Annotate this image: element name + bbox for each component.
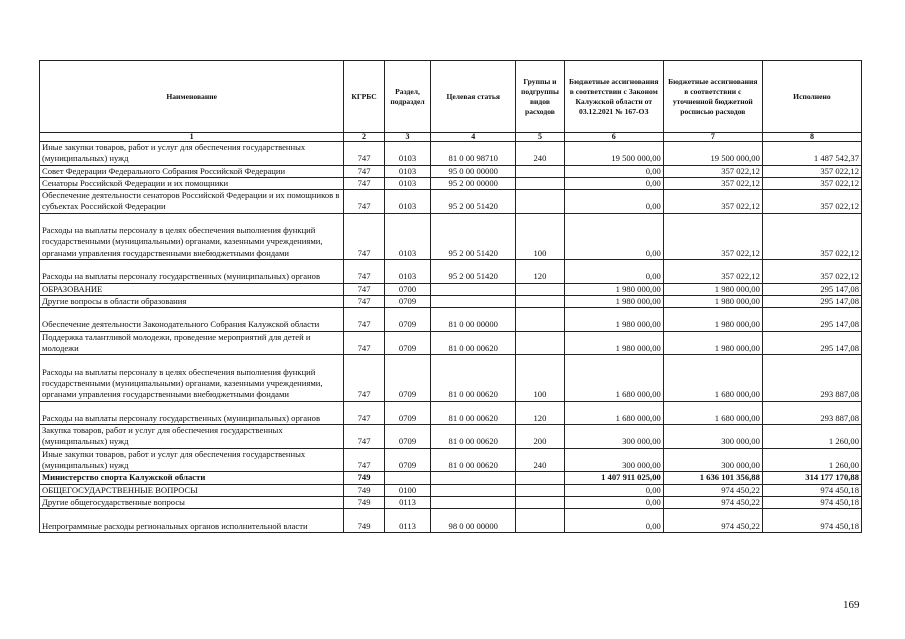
table-row: [40, 472, 862, 484]
row-executed: 357 022,12: [762, 177, 861, 189]
row-expense-group: 100: [516, 213, 565, 259]
row-executed: 314 177 170,88: [762, 472, 861, 484]
col-number: 4: [431, 133, 516, 142]
table-row: [40, 331, 862, 355]
table-row: [40, 190, 862, 214]
row-law-allocation: 1 980 000,00: [564, 283, 663, 295]
table-row: [40, 484, 862, 496]
row-refined-allocation: 357 022,12: [663, 190, 762, 214]
table-body: [40, 142, 862, 533]
row-refined-allocation: 300 000,00: [663, 425, 762, 449]
row-executed: 974 450,18: [762, 496, 861, 508]
row-name: ОБЩЕГОСУДАРСТВЕННЫЕ ВОПРОСЫ: [40, 484, 344, 496]
row-law-allocation: 0,00: [564, 213, 663, 259]
row-section: 0103: [384, 213, 431, 259]
row-law-allocation: 0,00: [564, 177, 663, 189]
row-law-allocation: 1 980 000,00: [564, 295, 663, 307]
row-expense-group: [516, 190, 565, 214]
row-name: Расходы на выплаты персоналу государственных (муниципальных) органов: [40, 401, 344, 425]
header-refined-allocations: Бюджетные ассигнования в соответствии с уточненной бюджетной росписью расходов: [663, 61, 762, 133]
table-row: [40, 509, 862, 533]
table-row: [40, 213, 862, 259]
row-target-article: 81 0 00 00620: [431, 331, 516, 355]
row-target-article: 95 0 00 00000: [431, 165, 516, 177]
row-target-article: 81 0 00 00620: [431, 425, 516, 449]
row-name: Расходы на выплаты персоналу государственных (муниципальных) органов: [40, 259, 344, 283]
row-target-article: 98 0 00 00000: [431, 509, 516, 533]
row-law-allocation: 0,00: [564, 190, 663, 214]
row-target-article: 95 2 00 51420: [431, 213, 516, 259]
row-name: Непрограммные расходы региональных органов исполнительной власти: [40, 509, 344, 533]
header-section: Раздел, подраздел: [384, 61, 431, 133]
row-section: 0709: [384, 401, 431, 425]
row-executed: 295 147,08: [762, 283, 861, 295]
row-expense-group: 200: [516, 425, 565, 449]
row-law-allocation: 0,00: [564, 509, 663, 533]
row-law-allocation: 1 680 000,00: [564, 401, 663, 425]
row-name: ОБРАЗОВАНИЕ: [40, 283, 344, 295]
row-kgrbs: 747: [344, 142, 384, 166]
row-expense-group: [516, 472, 565, 484]
row-target-article: [431, 496, 516, 508]
row-kgrbs: 749: [344, 484, 384, 496]
header-article: Целевая статья: [431, 61, 516, 133]
table-row: [40, 355, 862, 401]
row-section: 0709: [384, 331, 431, 355]
row-target-article: 81 0 00 00620: [431, 448, 516, 472]
row-name: Обеспечение деятельности Законодательного Собрания Калужской области: [40, 308, 344, 332]
table-row: [40, 308, 862, 332]
row-executed: 357 022,12: [762, 213, 861, 259]
row-target-article: 81 0 00 98710: [431, 142, 516, 166]
table-row: [40, 496, 862, 508]
row-law-allocation: 0,00: [564, 484, 663, 496]
header-executed: Исполнено: [762, 61, 861, 133]
col-number: 6: [564, 133, 663, 142]
row-refined-allocation: 1 680 000,00: [663, 401, 762, 425]
row-executed: 974 450,18: [762, 509, 861, 533]
row-expense-group: 120: [516, 259, 565, 283]
row-kgrbs: 747: [344, 448, 384, 472]
row-expense-group: [516, 496, 565, 508]
row-target-article: [431, 283, 516, 295]
row-expense-group: [516, 295, 565, 307]
row-section: 0103: [384, 190, 431, 214]
row-name: Другие вопросы в области образования: [40, 295, 344, 307]
row-target-article: 95 2 00 51420: [431, 190, 516, 214]
row-executed: 357 022,12: [762, 165, 861, 177]
row-executed: 1 260,00: [762, 425, 861, 449]
row-law-allocation: 19 500 000,00: [564, 142, 663, 166]
header-name: Наименование: [40, 61, 344, 133]
row-executed: 1 487 542,37: [762, 142, 861, 166]
col-number: 5: [516, 133, 565, 142]
col-number: 3: [384, 133, 431, 142]
row-name: Министерство спорта Калужской области: [40, 472, 344, 484]
row-refined-allocation: 357 022,12: [663, 259, 762, 283]
row-refined-allocation: 1 980 000,00: [663, 283, 762, 295]
row-law-allocation: 1 680 000,00: [564, 355, 663, 401]
row-section: 0113: [384, 496, 431, 508]
row-section: 0103: [384, 259, 431, 283]
row-expense-group: [516, 177, 565, 189]
table-row: [40, 425, 862, 449]
row-refined-allocation: 300 000,00: [663, 448, 762, 472]
row-kgrbs: 747: [344, 165, 384, 177]
row-name: Поддержка талантливой молодежи, проведение мероприятий для детей и молодежи: [40, 331, 344, 355]
row-executed: 295 147,08: [762, 331, 861, 355]
row-executed: 974 450,18: [762, 484, 861, 496]
row-expense-group: [516, 331, 565, 355]
row-refined-allocation: 1 980 000,00: [663, 295, 762, 307]
row-executed: 357 022,12: [762, 190, 861, 214]
row-law-allocation: 0,00: [564, 259, 663, 283]
row-name: Расходы на выплаты персоналу в целях обеспечения выполнения функций государственными (муниципальными) органами, казенными учреждениями, органами управления государственными внебюджетными фондами: [40, 355, 344, 401]
row-kgrbs: 747: [344, 401, 384, 425]
row-section: 0103: [384, 165, 431, 177]
row-target-article: 95 2 00 00000: [431, 177, 516, 189]
row-executed: 295 147,08: [762, 308, 861, 332]
row-target-article: 81 0 00 00620: [431, 401, 516, 425]
table-row: [40, 295, 862, 307]
row-kgrbs: 747: [344, 283, 384, 295]
row-name: Расходы на выплаты персоналу в целях обеспечения выполнения функций государственными (муниципальными) органами, казенными учреждениями, органами управления государственными внебюджетными фондами: [40, 213, 344, 259]
budget-table: [39, 60, 862, 533]
row-kgrbs: 749: [344, 496, 384, 508]
table-row: [40, 283, 862, 295]
row-executed: 293 887,08: [762, 401, 861, 425]
row-section: 0709: [384, 448, 431, 472]
row-expense-group: 100: [516, 355, 565, 401]
row-name: Иные закупки товаров, работ и услуг для обеспечения государственных (муниципальных) нужд: [40, 142, 344, 166]
row-name: Обеспечение деятельности сенаторов Российской Федерации и их помощников в субъектах Российской Федерации: [40, 190, 344, 214]
row-law-allocation: 1 980 000,00: [564, 331, 663, 355]
row-kgrbs: 747: [344, 331, 384, 355]
row-expense-group: [516, 165, 565, 177]
table-row: [40, 401, 862, 425]
row-name: Закупка товаров, работ и услуг для обеспечения государственных (муниципальных) нужд: [40, 425, 344, 449]
row-law-allocation: 0,00: [564, 496, 663, 508]
table-row: [40, 177, 862, 189]
row-kgrbs: 747: [344, 355, 384, 401]
col-number: 7: [663, 133, 762, 142]
row-executed: 295 147,08: [762, 295, 861, 307]
row-name: Другие общегосударственные вопросы: [40, 496, 344, 508]
row-kgrbs: 747: [344, 425, 384, 449]
row-section: 0709: [384, 425, 431, 449]
row-kgrbs: 747: [344, 213, 384, 259]
row-refined-allocation: 357 022,12: [663, 177, 762, 189]
table-row: [40, 165, 862, 177]
row-kgrbs: 747: [344, 190, 384, 214]
row-refined-allocation: 1 980 000,00: [663, 331, 762, 355]
row-kgrbs: 747: [344, 177, 384, 189]
row-section: 0103: [384, 142, 431, 166]
row-law-allocation: 300 000,00: [564, 425, 663, 449]
row-section: [384, 472, 431, 484]
row-refined-allocation: 1 680 000,00: [663, 355, 762, 401]
row-expense-group: 120: [516, 401, 565, 425]
header-law-allocations: Бюджетные ассигнования в соответствии с Законом Калужской области от 03.12.2021 № 167-ОЗ: [564, 61, 663, 133]
row-section: 0103: [384, 177, 431, 189]
row-executed: 1 260,00: [762, 448, 861, 472]
row-refined-allocation: 357 022,12: [663, 213, 762, 259]
table-row: [40, 448, 862, 472]
row-section: 0700: [384, 283, 431, 295]
row-section: 0100: [384, 484, 431, 496]
row-refined-allocation: 19 500 000,00: [663, 142, 762, 166]
row-refined-allocation: 974 450,22: [663, 509, 762, 533]
col-number: 2: [344, 133, 384, 142]
row-law-allocation: 1 980 000,00: [564, 308, 663, 332]
row-kgrbs: 747: [344, 308, 384, 332]
row-kgrbs: 747: [344, 259, 384, 283]
row-refined-allocation: 1 636 101 356,88: [663, 472, 762, 484]
header-groups: Группы и подгруппы видов расходов: [516, 61, 565, 133]
col-number: 8: [762, 133, 861, 142]
row-expense-group: [516, 308, 565, 332]
row-name: Совет Федерации Федерального Собрания Российской Федерации: [40, 165, 344, 177]
table-row: [40, 142, 862, 166]
row-target-article: [431, 295, 516, 307]
row-target-article: [431, 472, 516, 484]
row-law-allocation: 0,00: [564, 165, 663, 177]
row-refined-allocation: 1 980 000,00: [663, 308, 762, 332]
row-target-article: [431, 484, 516, 496]
row-law-allocation: 300 000,00: [564, 448, 663, 472]
row-section: 0113: [384, 509, 431, 533]
row-section: 0709: [384, 308, 431, 332]
row-target-article: 81 0 00 00620: [431, 355, 516, 401]
row-expense-group: [516, 484, 565, 496]
row-section: 0709: [384, 355, 431, 401]
row-expense-group: 240: [516, 142, 565, 166]
row-name: Сенаторы Российской Федерации и их помощники: [40, 177, 344, 189]
row-section: 0709: [384, 295, 431, 307]
row-refined-allocation: 974 450,22: [663, 484, 762, 496]
col-number: 1: [40, 133, 344, 142]
row-kgrbs: 747: [344, 295, 384, 307]
column-number-row: [40, 133, 862, 142]
table-header-row: [40, 61, 862, 133]
row-law-allocation: 1 407 911 025,00: [564, 472, 663, 484]
row-kgrbs: 749: [344, 472, 384, 484]
row-refined-allocation: 974 450,22: [663, 496, 762, 508]
row-executed: 293 887,08: [762, 355, 861, 401]
row-expense-group: 240: [516, 448, 565, 472]
row-executed: 357 022,12: [762, 259, 861, 283]
row-refined-allocation: 357 022,12: [663, 165, 762, 177]
row-target-article: 81 0 00 00000: [431, 308, 516, 332]
row-kgrbs: 749: [344, 509, 384, 533]
row-target-article: 95 2 00 51420: [431, 259, 516, 283]
header-kgrbs: КГРБС: [344, 61, 384, 133]
table-row: [40, 259, 862, 283]
page-number: 169: [843, 599, 860, 611]
row-name: Иные закупки товаров, работ и услуг для обеспечения государственных (муниципальных) нужд: [40, 448, 344, 472]
row-expense-group: [516, 283, 565, 295]
row-expense-group: [516, 509, 565, 533]
